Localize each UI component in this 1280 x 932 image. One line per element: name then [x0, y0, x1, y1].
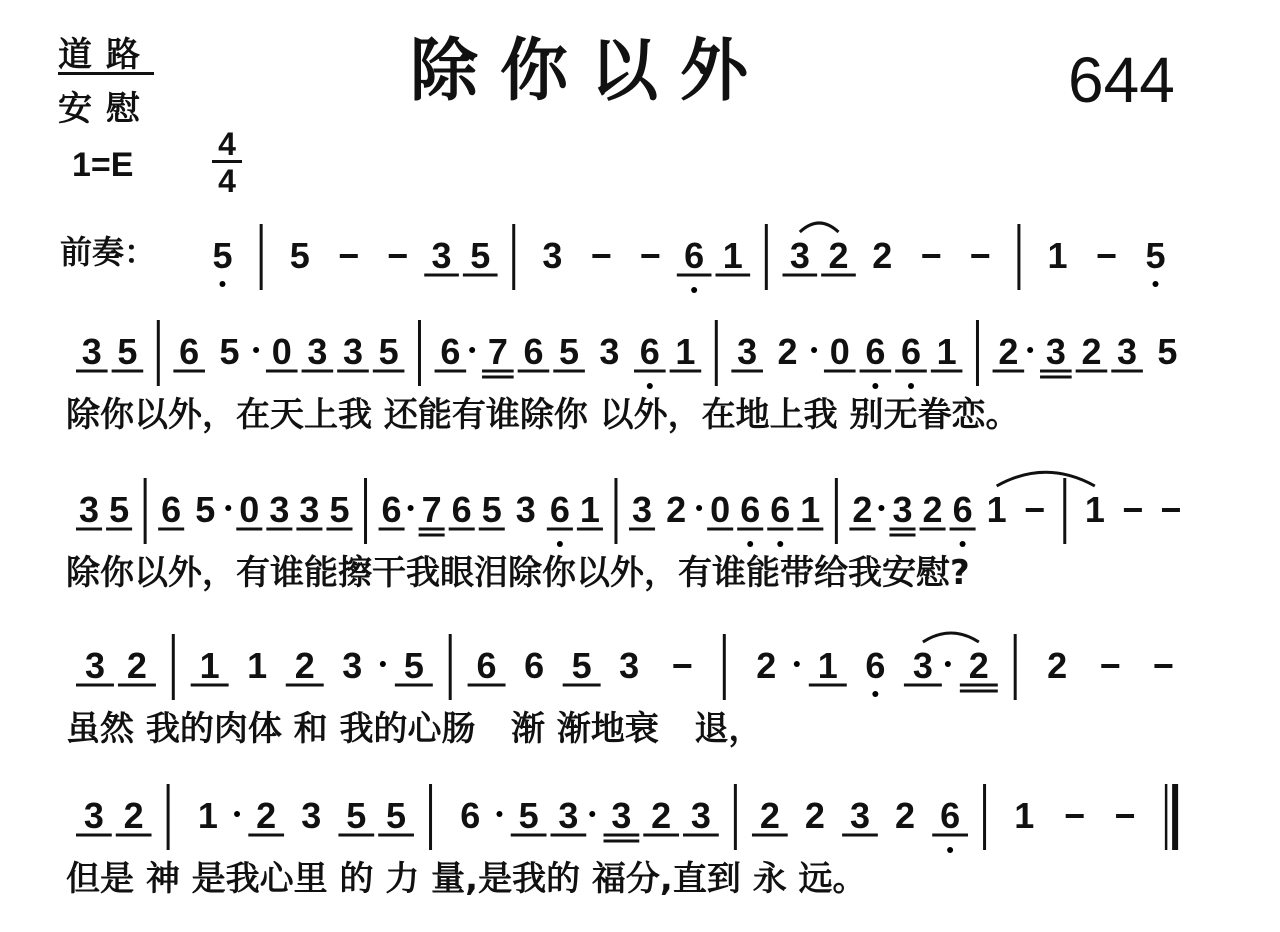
key-signature: 1=E: [72, 146, 134, 184]
note-2: 2: [968, 645, 989, 686]
note-5: 5: [346, 795, 367, 836]
note-5: 5: [329, 489, 350, 530]
note-6: 6: [451, 489, 472, 530]
note-2: 2: [756, 645, 777, 686]
note-3: 3: [912, 645, 933, 686]
octave-dot-below: [960, 541, 966, 547]
category-main: 道路: [58, 35, 154, 75]
note-3: 3: [79, 489, 100, 530]
note-6: 6: [952, 489, 973, 530]
note-3: 3: [1045, 331, 1066, 372]
note-3: 3: [690, 795, 711, 836]
note-2: 2: [651, 795, 672, 836]
time-signature-bottom: 4: [212, 160, 242, 197]
octave-dot-below: [872, 691, 878, 697]
note-6: 6: [639, 331, 660, 372]
note-5: 5: [109, 489, 130, 530]
augmentation-dot: [945, 661, 951, 667]
lyric-line-3: 虽然 我的肉体 和 我的心肠 渐 渐地衰 退，: [66, 709, 763, 749]
note-6: 6: [865, 645, 886, 686]
note-1: 1: [197, 795, 218, 836]
note-2: 2: [777, 331, 798, 372]
note-5: 5: [219, 331, 240, 372]
note-2: 2: [852, 489, 873, 530]
augmentation-dot: [225, 505, 231, 511]
note-6: 6: [161, 489, 182, 530]
slur-arc: [997, 472, 1095, 486]
note-0: 0: [239, 489, 260, 530]
octave-dot-below: [947, 847, 953, 853]
note-6: 6: [770, 489, 791, 530]
octave-dot-below: [691, 287, 697, 293]
note-6: 6: [684, 235, 705, 276]
augmentation-dot: [496, 811, 502, 817]
augmentation-dot: [234, 811, 240, 817]
note-1: 1: [722, 235, 743, 276]
note-3: 3: [515, 489, 536, 530]
intro-label: 前奏：: [60, 233, 157, 271]
note-6: 6: [865, 331, 886, 372]
note-3: 3: [1117, 331, 1138, 372]
octave-dot-below: [872, 383, 878, 389]
augmentation-dot: [696, 505, 702, 511]
note-5: 5: [1145, 235, 1166, 276]
note-5: 5: [195, 489, 216, 530]
note-6: 6: [476, 645, 497, 686]
augmentation-dot: [253, 347, 259, 353]
note-6: 6: [381, 489, 402, 530]
hymn-title: 除你以外: [410, 32, 771, 111]
note-5: 5: [403, 645, 424, 686]
note-0: 0: [710, 489, 731, 530]
note-5: 5: [289, 235, 310, 276]
note-6: 6: [740, 489, 761, 530]
note-3: 3: [431, 235, 452, 276]
octave-dot-below: [219, 281, 225, 287]
note-1: 1: [817, 645, 838, 686]
octave-dot-below: [908, 383, 914, 389]
octave-dot-below: [747, 541, 753, 547]
octave-dot-below: [647, 383, 653, 389]
note-1: 1: [986, 489, 1007, 530]
note-1: 1: [675, 331, 696, 372]
note-6: 6: [549, 489, 570, 530]
augmentation-dot: [469, 347, 475, 353]
note-2: 2: [294, 645, 315, 686]
note-3: 3: [269, 489, 290, 530]
note-2: 2: [123, 795, 144, 836]
note-3: 3: [301, 795, 322, 836]
note-5: 5: [470, 235, 491, 276]
note-7: 7: [421, 489, 442, 530]
lyric-line-2: 除你以外，有谁能擦干我眼泪除你以外，有谁能带给我安慰?: [66, 553, 970, 593]
note-5: 5: [117, 331, 138, 372]
note-6: 6: [460, 795, 481, 836]
note-0: 0: [271, 331, 292, 372]
octave-dot-below: [557, 541, 563, 547]
note-2: 2: [895, 795, 916, 836]
augmentation-dot: [878, 505, 884, 511]
note-3: 3: [83, 795, 104, 836]
note-2: 2: [666, 489, 687, 530]
note-2: 2: [759, 795, 780, 836]
note-6: 6: [523, 331, 544, 372]
note-6: 6: [524, 645, 545, 686]
note-3: 3: [558, 795, 579, 836]
note-1: 1: [936, 331, 957, 372]
note-3: 3: [619, 645, 640, 686]
augmentation-dot: [811, 347, 817, 353]
note-3: 3: [849, 795, 870, 836]
augmentation-dot: [589, 811, 595, 817]
augmentation-dot: [408, 505, 414, 511]
note-5: 5: [481, 489, 502, 530]
note-6: 6: [440, 331, 461, 372]
note-1: 1: [247, 645, 268, 686]
note-2: 2: [828, 235, 849, 276]
note-1: 1: [1047, 235, 1068, 276]
note-3: 3: [599, 331, 620, 372]
hymn-number: 644: [1068, 44, 1175, 116]
note-3: 3: [81, 331, 102, 372]
note-3: 3: [789, 235, 810, 276]
note-3: 3: [299, 489, 320, 530]
note-6: 6: [179, 331, 200, 372]
note-7: 7: [487, 331, 508, 372]
note-1: 1: [1014, 795, 1035, 836]
note-3: 3: [737, 331, 758, 372]
note-5: 5: [571, 645, 592, 686]
note-3: 3: [84, 645, 105, 686]
note-1: 1: [1084, 489, 1105, 530]
note-1: 1: [800, 489, 821, 530]
note-0: 0: [829, 331, 850, 372]
slur-arc: [923, 633, 979, 642]
note-2: 2: [126, 645, 147, 686]
lyric-line-1: 除你以外，在天上我 还能有谁除你 以外，在地上我 别无眷恋。: [66, 395, 1020, 435]
note-5: 5: [518, 795, 539, 836]
note-2: 2: [804, 795, 825, 836]
category-sub: 安慰: [58, 89, 154, 129]
time-signature-top: 4: [218, 126, 236, 162]
note-3: 3: [892, 489, 913, 530]
note-3: 3: [632, 489, 653, 530]
augmentation-dot: [1027, 347, 1033, 353]
slur-arc: [800, 223, 839, 232]
note-6: 6: [940, 795, 961, 836]
note-2: 2: [872, 235, 893, 276]
note-3: 3: [307, 331, 328, 372]
note-3: 3: [342, 331, 364, 372]
note-2: 2: [998, 331, 1019, 372]
note-2: 2: [922, 489, 943, 530]
note-1: 1: [199, 645, 220, 686]
note-2: 2: [1047, 645, 1068, 686]
octave-dot-below: [777, 541, 783, 547]
note-3: 3: [611, 795, 632, 836]
note-5: 5: [378, 331, 399, 372]
note-2: 2: [256, 795, 277, 836]
note-5: 5: [559, 331, 580, 372]
augmentation-dot: [380, 661, 386, 667]
note-2: 2: [1081, 331, 1102, 372]
note-5: 5: [386, 795, 407, 836]
note-6: 6: [900, 331, 922, 372]
note-5: 5: [1157, 331, 1178, 372]
augmentation-dot: [794, 661, 800, 667]
octave-dot-below: [1153, 281, 1159, 287]
note-1: 1: [579, 489, 600, 530]
note-3: 3: [542, 235, 563, 276]
note-3: 3: [342, 645, 363, 686]
lyric-line-4: 但是 神 是我心里 的 力 量,是我的 福分,直到 永 远。: [66, 859, 867, 899]
note-5: 5: [212, 235, 233, 276]
